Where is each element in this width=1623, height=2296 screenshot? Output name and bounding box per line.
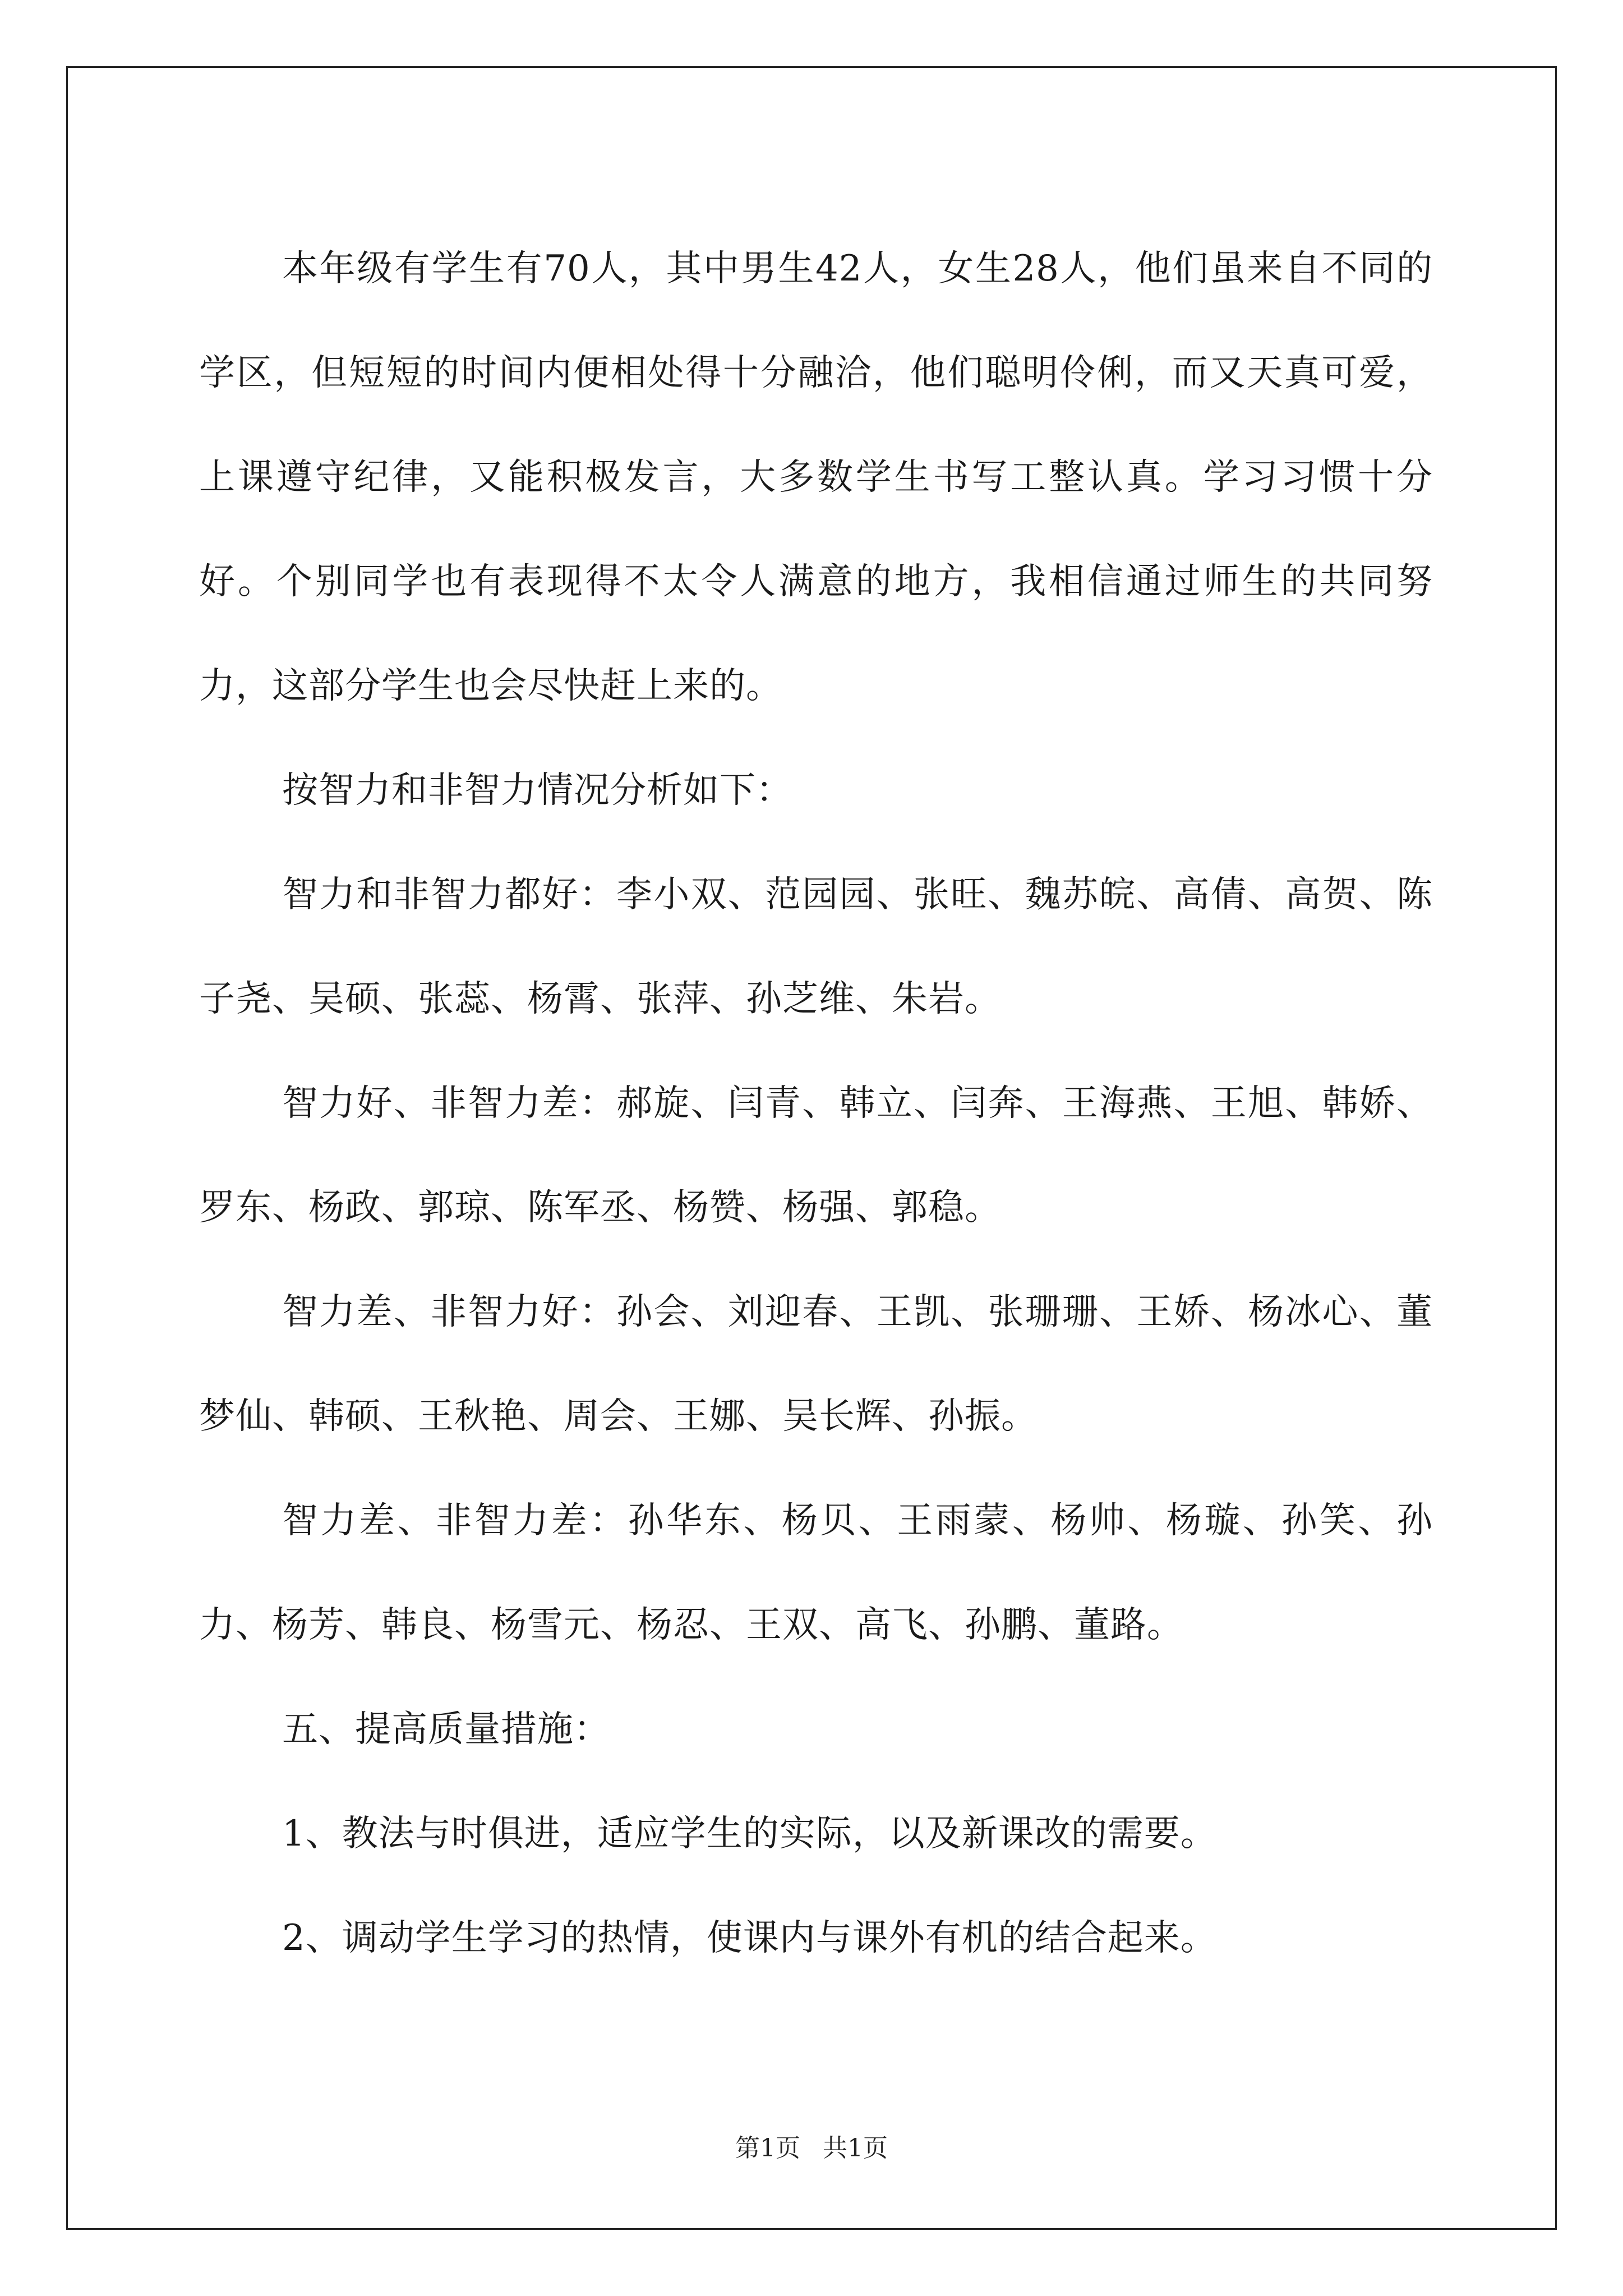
paragraph-analysis-heading: 按智力和非智力情况分析如下： [282,770,792,811]
measure-item-1: 1、教法与时俱进，适应学生的实际，以及新课改的需要。 [282,1813,1217,1855]
document-body [199,217,1433,1990]
paragraph-intellect-good: 智力好、非智力差：郝旋、闫青、韩立、闫奔、王海燕、王旭、韩娇、罗东、杨政、郭琼、陈军丞、杨赞、杨强、郭稳。 [199,1083,1433,1228]
paragraph-both-good: 智力和非智力都好：李小双、范园园、张旺、魏苏皖、高倩、高贺、陈子尧、吴硕、张蕊、杨霄、张萍、孙芝维、朱岩。 [199,874,1433,1020]
section-heading-measures: 五、提高质量措施： [282,1709,610,1750]
page-footer [0,2132,1623,2165]
measure-item-2: 2、调动学生学习的热情，使课内与课外有机的结合起来。 [282,1917,1217,1959]
paragraph-nonintellect-good: 智力差、非智力好：孙会、刘迎春、王凯、张珊珊、王娇、杨冰心、董梦仙、韩硕、王秋艳、周会、王娜、吴长辉、孙振。 [199,1291,1433,1437]
paragraph-intro: 本年级有学生有70人，其中男生42人，女生28人，他们虽来自不同的学区，但短短的时间内便相处得十分融洽，他们聪明伶俐，而又天真可爱，上课遵守纪律，又能积极发言，大多数学生书写工整认真。学习习惯十分好。个别同学也有表现得不太令人满意的地方，我相信通过师生的共同努力，这部分学生也会尽快赶上来的。 [199,248,1433,707]
page-total: 共1页 [823,2134,888,2162]
paragraph-both-poor: 智力差、非智力差：孙华东、杨贝、王雨蒙、杨帅、杨璇、孙笑、孙力、杨芳、韩良、杨雪元、杨忍、王双、高飞、孙鹏、董路。 [199,1500,1433,1646]
page-number: 第1页 [735,2134,800,2162]
